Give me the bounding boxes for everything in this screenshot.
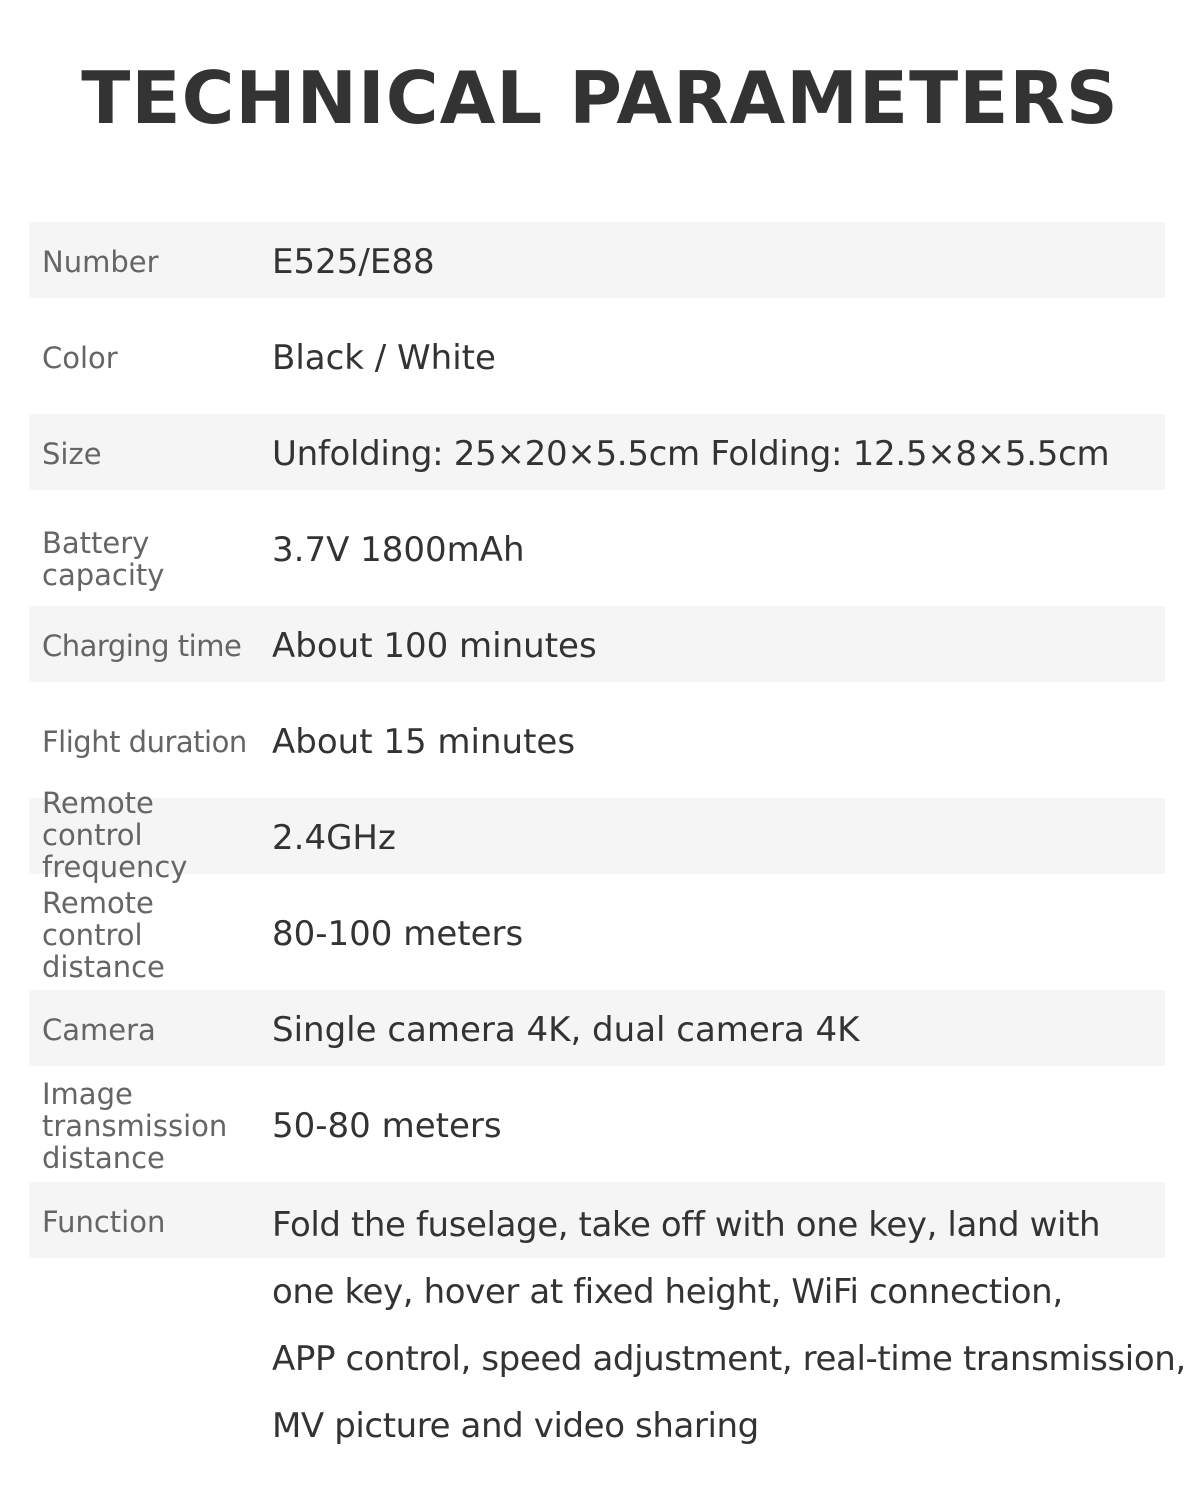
param-label-line: control	[42, 918, 143, 952]
param-label-line: frequency	[42, 850, 188, 884]
param-value-charging-time: About 100 minutes	[272, 626, 597, 666]
function-line: one key, hover at fixed height, WiFi connection,	[272, 1272, 1063, 1312]
param-label-image-transmission-distance	[42, 1078, 267, 1174]
param-label-function: Function	[42, 1205, 166, 1239]
param-value-camera: Single camera 4K, dual camera 4K	[272, 1010, 860, 1050]
param-label-line: Battery	[42, 526, 150, 560]
function-line: MV picture and video sharing	[272, 1406, 759, 1446]
function-line: APP control, speed adjustment, real-time transmission,	[272, 1339, 1186, 1379]
function-line: Fold the fuselage, take off with one key, land with	[272, 1205, 1101, 1245]
param-value-color: Black / White	[272, 338, 496, 378]
param-label-battery-capacity	[42, 527, 267, 591]
param-label-line: distance	[42, 1141, 165, 1175]
param-label-line: Remote	[42, 886, 154, 920]
param-value-image-transmission-distance: 50-80 meters	[272, 1106, 502, 1146]
param-value-remote-control-frequency: 2.4GHz	[272, 818, 396, 858]
param-label-size: Size	[42, 437, 102, 471]
param-value-flight-duration: About 15 minutes	[272, 722, 576, 762]
param-label-line: transmission	[42, 1109, 228, 1143]
param-value-remote-control-distance: 80-100 meters	[272, 914, 524, 954]
param-label-remote-control-frequency	[42, 787, 267, 883]
param-label-flight-duration: Flight duration	[42, 725, 247, 759]
page-title: TECHNICAL PARAMETERS	[81, 56, 1119, 140]
param-value-battery-capacity: 3.7V 1800mAh	[272, 530, 525, 570]
param-label-line: Remote	[42, 786, 154, 820]
param-label-camera: Camera	[42, 1013, 156, 1047]
param-label-number: Number	[42, 245, 159, 279]
param-value-size: Unfolding: 25×20×5.5cm Folding: 12.5×8×5.5cm	[272, 434, 1110, 474]
param-label-line: distance	[42, 950, 165, 984]
param-label-color: Color	[42, 341, 118, 375]
param-label-line: capacity	[42, 558, 165, 592]
param-label-remote-control-distance	[42, 887, 267, 983]
param-label-charging-time: Charging time	[42, 629, 242, 663]
param-label-line: Image	[42, 1077, 133, 1111]
param-value-function	[272, 1192, 1186, 1460]
param-value-number: E525/E88	[272, 242, 435, 282]
param-label-line: control	[42, 818, 143, 852]
